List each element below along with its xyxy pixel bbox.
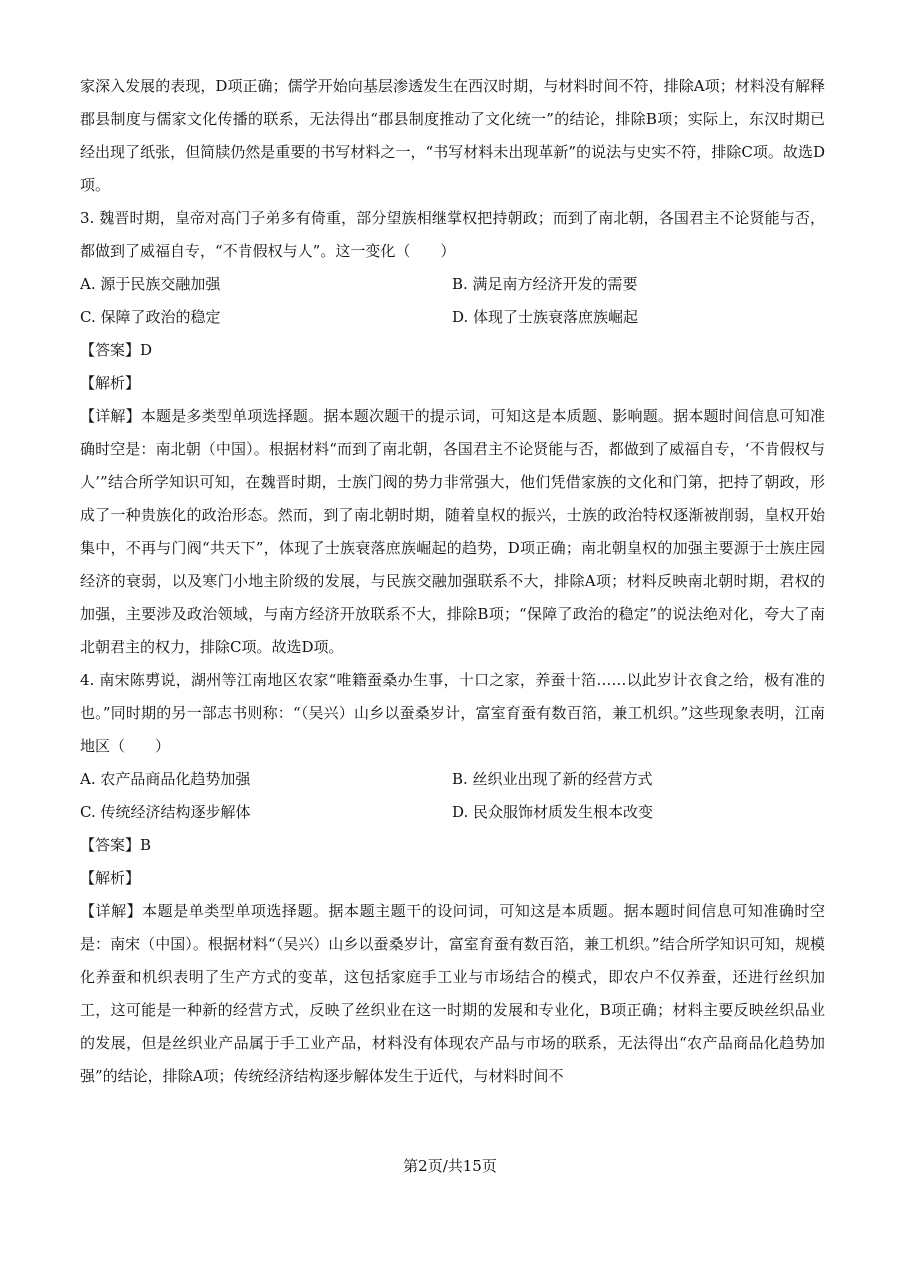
question-4-stem: 4. 南宋陈旉说，湖州等江南地区农家“唯籍蚕桑办生事，十口之家，养蚕十箔……以此岁计衣食之给，极有准的也。”同时期的另一部志书则称：“（吴兴）山乡以蚕桑岁计，富室育蚕有数百箔，兼工机织。”这些现象表明，江南地区（ ） <box>80 671 825 755</box>
page-content <box>80 70 825 1093</box>
question-3-options <box>80 268 825 334</box>
question-3-answer: 【答案】D <box>80 341 153 359</box>
page-number-footer: 第2页/共15页 <box>403 1157 497 1175</box>
question-3-option-b: B. 满足南方经济开发的需要 <box>452 275 638 293</box>
question-3 <box>80 202 825 664</box>
question-3-analysis-label: 【解析】 <box>80 374 141 392</box>
question-4-analysis-label: 【解析】 <box>80 869 141 887</box>
question-4 <box>80 664 825 1093</box>
question-4-option-c: C. 传统经济结构逐步解体 <box>80 803 251 821</box>
question-4-options <box>80 763 825 829</box>
question-3-option-d: D. 体现了士族衰落庶族崛起 <box>452 308 639 326</box>
question-3-detail: 【详解】本题是多类型单项选择题。据本题次题干的提示词，可知这是本质题、影响题。据本题时间信息可知准确时空是：南北朝（中国）。根据材料“而到了南北朝，各国君主不论贤能与否，都做到了威福自专，‘不肯假权与人’”结合所学知识可知，在魏晋时期，士族门阀的势力非常强大，他们凭借家族的文化和门第，把持了朝政，形成了一种贵族化的政治形态。然而，到了南北朝时期，随着皇权的振兴，士族的政治特权逐渐被削弱，皇权开始集中，不再与门阀“共天下”，体现了士族衰落庶族崛起的趋势，D项正确；南北朝皇权的加强主要源于士族庄园经济的衰弱，以及寒门小地主阶级的发展，与民族交融加强联系不大，排除A项；材料反映南北朝时期，君权的加强，主要涉及政治领域，与南方经济开放联系不大，排除B项；“保障了政治的稳定”的说法绝对化，夸大了南北朝君主的权力，排除C项。故选D项。 <box>80 407 825 656</box>
question-4-option-b: B. 丝织业出现了新的经营方式 <box>452 770 653 788</box>
question-3-stem: 3. 魏晋时期，皇帝对高门子弟多有倚重，部分望族相继掌权把持朝政；而到了南北朝，各国君主不论贤能与否，都做到了威福自专，“不肯假权与人”。这一变化（ ） <box>80 209 825 260</box>
continuation-paragraph: 家深入发展的表现，D项正确；儒学开始向基层渗透发生在西汉时期，与材料时间不符，排除A项；材料没有解释郡县制度与儒家文化传播的联系，无法得出“郡县制度推动了文化统一”的结论，排除B项；实际上，东汉时期已经出现了纸张，但简牍仍然是重要的书写材料之一，“书写材料未出现革新”的说法与史实不符，排除C项。故选D项。 <box>80 77 825 194</box>
question-4-option-d: D. 民众服饰材质发生根本改变 <box>452 803 654 821</box>
question-4-answer: 【答案】B <box>80 836 152 854</box>
question-4-detail: 【详解】本题是单类型单项选择题。据本题主题干的设问词，可知这是本质题。据本题时间信息可知准确时空是：南宋（中国）。根据材料“（吴兴）山乡以蚕桑岁计，富室育蚕有数百箔，兼工机织。”结合所学知识可知，规模化养蚕和机织表明了生产方式的变革，这包括家庭手工业与市场结合的模式，即农户不仅养蚕，还进行丝织加工，这可能是一种新的经营方式，反映了丝织业在这一时期的发展和专业化，B项正确；材料主要反映丝织品业的发展，但是丝织业产品属于手工业产品，材料没有体现农产品与市场的联系，无法得出“农产品商品化趋势加强”的结论，排除A项；传统经济结构逐步解体发生于近代，与材料时间不 <box>80 902 825 1085</box>
question-4-option-a: A. 农产品商品化趋势加强 <box>80 770 251 788</box>
question-3-option-a: A. 源于民族交融加强 <box>80 275 221 293</box>
question-3-option-c: C. 保障了政治的稳定 <box>80 308 221 326</box>
